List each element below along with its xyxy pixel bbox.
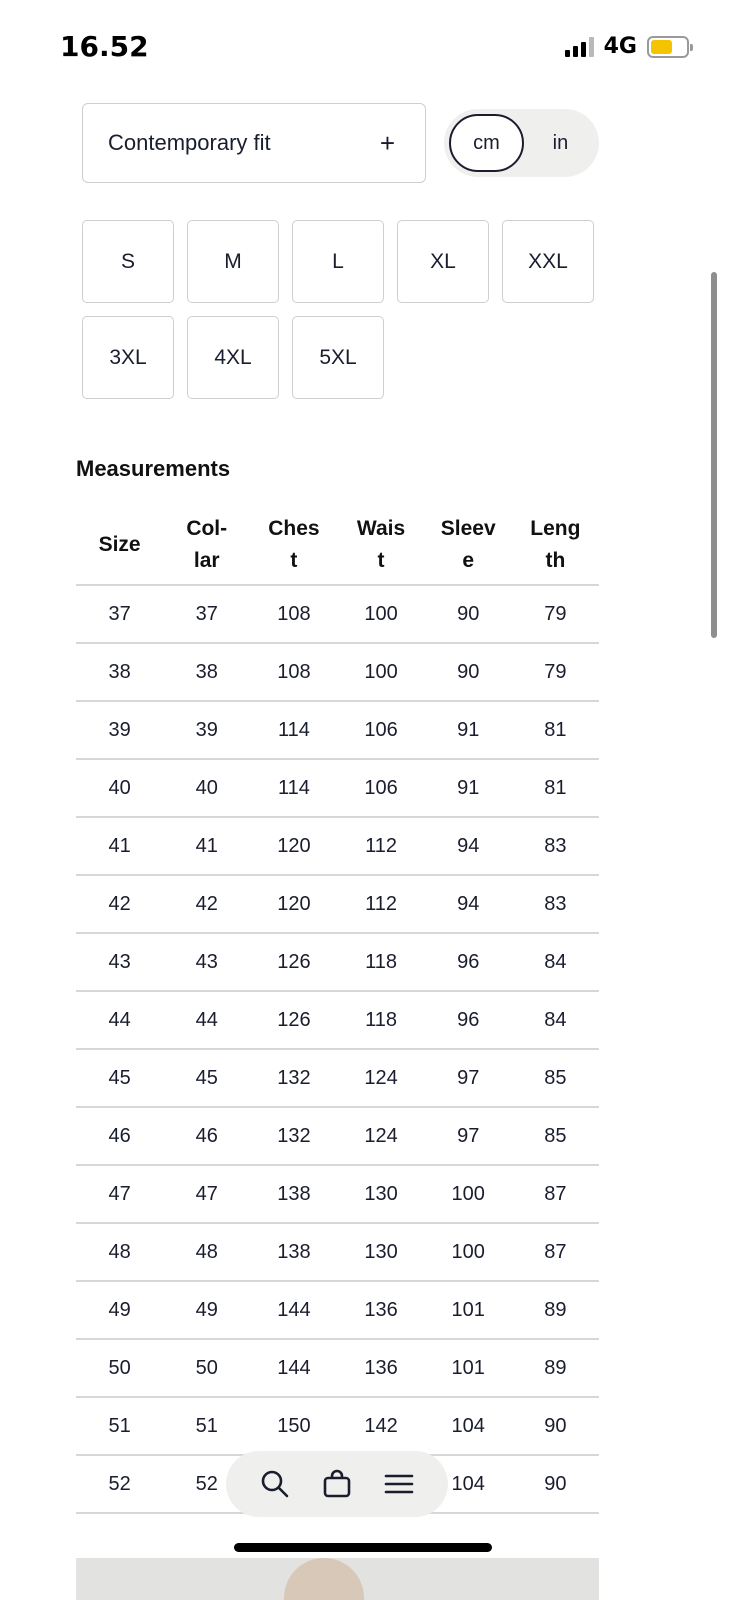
cell-waist: 112 <box>337 817 424 875</box>
cell-sleeve: 94 <box>425 875 512 933</box>
cell-collar: 46 <box>163 1107 250 1165</box>
cell-length: 81 <box>512 701 599 759</box>
cell-length: 83 <box>512 875 599 933</box>
battery-icon <box>647 36 689 58</box>
cell-size: 46 <box>76 1107 163 1165</box>
measurements-title: Measurements <box>76 456 231 481</box>
table-header-row <box>76 505 599 585</box>
cell-waist: 124 <box>337 1049 424 1107</box>
cell-sleeve: 97 <box>425 1049 512 1107</box>
header-sleeve-line1: Sleev <box>440 516 496 540</box>
cell-length: 89 <box>512 1281 599 1339</box>
measurements-body <box>76 585 599 1513</box>
cell-waist: 106 <box>337 701 424 759</box>
cell-sleeve: 91 <box>425 701 512 759</box>
table-row <box>76 1397 599 1455</box>
table-row <box>76 991 599 1049</box>
table-row <box>76 1223 599 1281</box>
cell-size: 40 <box>76 759 163 817</box>
cell-sleeve: 90 <box>425 643 512 701</box>
cell-chest: 126 <box>250 991 337 1049</box>
cell-length: 85 <box>512 1107 599 1165</box>
table-row <box>76 1339 599 1397</box>
cell-collar: 41 <box>163 817 250 875</box>
cell-collar: 37 <box>163 585 250 643</box>
cell-length: 85 <box>512 1049 599 1107</box>
cell-chest: 132 <box>250 1049 337 1107</box>
table-row <box>76 1107 599 1165</box>
header-collar <box>163 505 250 585</box>
size-option-l[interactable]: L <box>292 220 384 303</box>
cell-sleeve: 104 <box>425 1455 512 1513</box>
cell-waist: 130 <box>337 1223 424 1281</box>
cell-waist: 100 <box>337 585 424 643</box>
cell-waist: 106 <box>337 759 424 817</box>
cell-chest: 144 <box>250 1339 337 1397</box>
table-row <box>76 701 599 759</box>
status-indicators <box>565 34 689 59</box>
cell-size: 44 <box>76 991 163 1049</box>
cell-sleeve: 96 <box>425 933 512 991</box>
bag-icon[interactable] <box>317 1464 357 1504</box>
cell-sleeve: 101 <box>425 1281 512 1339</box>
cell-sleeve: 100 <box>425 1223 512 1281</box>
cell-collar: 40 <box>163 759 250 817</box>
cell-collar: 51 <box>163 1397 250 1455</box>
size-option-xl[interactable]: XL <box>397 220 489 303</box>
cell-sleeve: 94 <box>425 817 512 875</box>
bottom-nav-bar <box>226 1451 448 1517</box>
cell-size: 38 <box>76 643 163 701</box>
header-length-line1: Leng <box>530 516 581 540</box>
cell-collar: 48 <box>163 1223 250 1281</box>
cell-sleeve: 91 <box>425 759 512 817</box>
cell-length: 87 <box>512 1165 599 1223</box>
table-row <box>76 817 599 875</box>
cell-sleeve: 100 <box>425 1165 512 1223</box>
cell-size: 37 <box>76 585 163 643</box>
cell-length: 90 <box>512 1455 599 1513</box>
cell-waist: 136 <box>337 1339 424 1397</box>
cell-size: 42 <box>76 875 163 933</box>
size-option-3xl[interactable]: 3XL <box>82 316 174 399</box>
cell-collar: 49 <box>163 1281 250 1339</box>
table-row <box>76 1165 599 1223</box>
header-length-line2: th <box>545 548 566 572</box>
status-time: 16.52 <box>60 30 149 63</box>
cell-sleeve: 104 <box>425 1397 512 1455</box>
table-row <box>76 875 599 933</box>
table-row <box>76 643 599 701</box>
cell-chest: 114 <box>250 759 337 817</box>
cell-chest: 120 <box>250 817 337 875</box>
cell-size: 50 <box>76 1339 163 1397</box>
header-length <box>512 505 599 585</box>
cell-size: 48 <box>76 1223 163 1281</box>
cell-size: 49 <box>76 1281 163 1339</box>
header-sleeve <box>425 505 512 585</box>
cell-size: 51 <box>76 1397 163 1455</box>
size-option-xxl[interactable]: XXL <box>502 220 594 303</box>
unit-cm-option[interactable]: cm <box>449 114 524 172</box>
cell-length: 87 <box>512 1223 599 1281</box>
cell-waist: 142 <box>337 1397 424 1455</box>
cell-collar: 45 <box>163 1049 250 1107</box>
size-option-5xl[interactable]: 5XL <box>292 316 384 399</box>
cell-length: 84 <box>512 991 599 1049</box>
unit-in-option[interactable]: in <box>552 131 569 154</box>
cell-length: 79 <box>512 585 599 643</box>
header-chest <box>250 505 337 585</box>
cell-collar: 44 <box>163 991 250 1049</box>
fit-label: Contemporary fit <box>108 130 271 155</box>
cell-collar: 43 <box>163 933 250 991</box>
scrollbar[interactable] <box>711 272 717 638</box>
cell-chest: 108 <box>250 643 337 701</box>
cell-length: 83 <box>512 817 599 875</box>
cell-waist: 100 <box>337 643 424 701</box>
cell-chest: 114 <box>250 701 337 759</box>
cell-size: 52 <box>76 1455 163 1513</box>
unit-toggle <box>444 109 599 177</box>
header-size-text: Size <box>98 532 141 556</box>
size-option-4xl[interactable]: 4XL <box>187 316 279 399</box>
cell-waist: 112 <box>337 875 424 933</box>
cell-collar: 39 <box>163 701 250 759</box>
cell-chest: 144 <box>250 1281 337 1339</box>
cell-length: 79 <box>512 643 599 701</box>
header-waist-line2: t <box>377 548 385 572</box>
cell-chest: 150 <box>250 1397 337 1455</box>
size-selector <box>82 220 597 399</box>
cell-chest: 138 <box>250 1223 337 1281</box>
cell-chest: 120 <box>250 875 337 933</box>
cell-collar: 50 <box>163 1339 250 1397</box>
home-indicator[interactable] <box>234 1543 492 1552</box>
table-row <box>76 1281 599 1339</box>
cell-size: 47 <box>76 1165 163 1223</box>
cell-waist: 124 <box>337 1107 424 1165</box>
header-waist <box>337 505 424 585</box>
size-option-s[interactable]: S <box>82 220 174 303</box>
cell-waist: 136 <box>337 1281 424 1339</box>
cell-collar: 47 <box>163 1165 250 1223</box>
header-waist-line1: Wais <box>356 516 406 540</box>
cell-waist: 118 <box>337 933 424 991</box>
size-option-m[interactable]: M <box>187 220 279 303</box>
cell-collar: 52 <box>163 1455 250 1513</box>
cell-chest: 108 <box>250 585 337 643</box>
cell-size: 39 <box>76 701 163 759</box>
header-chest-line2: t <box>290 548 298 572</box>
cell-chest: 138 <box>250 1165 337 1223</box>
search-icon[interactable] <box>255 1464 295 1504</box>
cell-size: 45 <box>76 1049 163 1107</box>
cell-length: 90 <box>512 1397 599 1455</box>
cell-sleeve: 101 <box>425 1339 512 1397</box>
menu-icon[interactable] <box>379 1464 419 1504</box>
cell-chest: 132 <box>250 1107 337 1165</box>
cell-sleeve: 96 <box>425 991 512 1049</box>
table-row <box>76 759 599 817</box>
table-row <box>76 585 599 643</box>
cell-waist: 130 <box>337 1165 424 1223</box>
plus-icon: + <box>379 127 395 158</box>
cell-size: 41 <box>76 817 163 875</box>
cell-length: 81 <box>512 759 599 817</box>
table-row <box>76 933 599 991</box>
cell-chest: 126 <box>250 933 337 991</box>
header-sleeve-line2: e <box>462 548 475 572</box>
cell-collar: 38 <box>163 643 250 701</box>
header-collar-line1: Col- <box>186 516 228 540</box>
table-row <box>76 1049 599 1107</box>
cell-size: 43 <box>76 933 163 991</box>
cell-sleeve: 90 <box>425 585 512 643</box>
cell-sleeve: 97 <box>425 1107 512 1165</box>
measurements-table <box>76 505 599 1514</box>
signal-icon <box>565 37 594 57</box>
cell-length: 84 <box>512 933 599 991</box>
cell-collar: 42 <box>163 875 250 933</box>
header-collar-line2: lar <box>193 548 220 572</box>
fit-dropdown[interactable] <box>82 103 426 183</box>
network-label: 4G <box>603 34 637 59</box>
product-image-peek <box>76 1558 599 1600</box>
cell-waist: 118 <box>337 991 424 1049</box>
header-chest-line1: Ches <box>268 516 320 540</box>
cell-length: 89 <box>512 1339 599 1397</box>
header-size <box>76 505 163 585</box>
